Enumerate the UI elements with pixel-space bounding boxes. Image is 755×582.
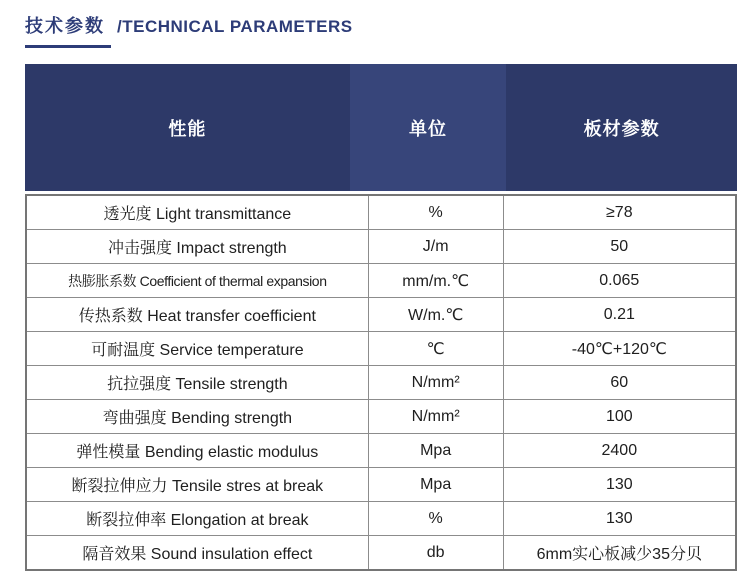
value-cell: -40℃+120℃ <box>503 332 736 366</box>
unit-cell: % <box>368 502 503 536</box>
value-cell: 130 <box>503 468 736 502</box>
unit-cell: mm/m.℃ <box>368 264 503 298</box>
unit-cell: Mpa <box>368 434 503 468</box>
unit-cell: ℃ <box>368 332 503 366</box>
value-cell: ≥78 <box>503 195 736 230</box>
unit-cell: Mpa <box>368 468 503 502</box>
table-row <box>26 400 736 434</box>
unit-cell: % <box>368 195 503 230</box>
value-cell: 130 <box>503 502 736 536</box>
section-title-zh: 技术参数 <box>25 12 111 48</box>
table-row <box>26 195 736 230</box>
property-cell: 断裂拉伸应力 Tensile stres at break <box>26 468 368 502</box>
table-row <box>26 230 736 264</box>
parameters-table <box>25 194 737 571</box>
property-cell: 隔音效果 Sound insulation effect <box>26 536 368 571</box>
value-cell: 0.065 <box>503 264 736 298</box>
unit-cell: N/mm² <box>368 400 503 434</box>
table-row <box>26 332 736 366</box>
header-value: 板材参数 <box>506 64 737 191</box>
header-unit: 单位 <box>350 64 507 191</box>
table-row <box>26 536 736 571</box>
section-title-en: /TECHNICAL PARAMETERS <box>117 17 353 36</box>
table-row <box>26 366 736 400</box>
parameters-table-wrap <box>25 64 737 571</box>
table-header <box>25 64 737 191</box>
value-cell: 100 <box>503 400 736 434</box>
property-cell: 弯曲强度 Bending strength <box>26 400 368 434</box>
unit-cell: W/m.℃ <box>368 298 503 332</box>
property-cell: 传热系数 Heat transfer coefficient <box>26 298 368 332</box>
property-cell: 热膨胀系数 Coefficient of thermal expansion <box>26 264 368 298</box>
value-cell: 2400 <box>503 434 736 468</box>
property-cell: 冲击强度 Impact strength <box>26 230 368 264</box>
table-row <box>26 298 736 332</box>
value-cell: 0.21 <box>503 298 736 332</box>
property-cell: 可耐温度 Service temperature <box>26 332 368 366</box>
table-row <box>26 434 736 468</box>
unit-cell: N/mm² <box>368 366 503 400</box>
table-row <box>26 264 736 298</box>
value-cell: 60 <box>503 366 736 400</box>
unit-cell: db <box>368 536 503 571</box>
property-cell: 抗拉强度 Tensile strength <box>26 366 368 400</box>
value-cell: 50 <box>503 230 736 264</box>
section-title <box>25 12 755 48</box>
property-cell: 断裂拉伸率 Elongation at break <box>26 502 368 536</box>
table-row <box>26 502 736 536</box>
property-cell: 弹性模量 Bending elastic modulus <box>26 434 368 468</box>
header-performance: 性能 <box>25 64 350 191</box>
unit-cell: J/m <box>368 230 503 264</box>
property-cell: 透光度 Light transmittance <box>26 195 368 230</box>
table-row <box>26 468 736 502</box>
value-cell: 6mm实心板减少35分贝 <box>503 536 736 571</box>
